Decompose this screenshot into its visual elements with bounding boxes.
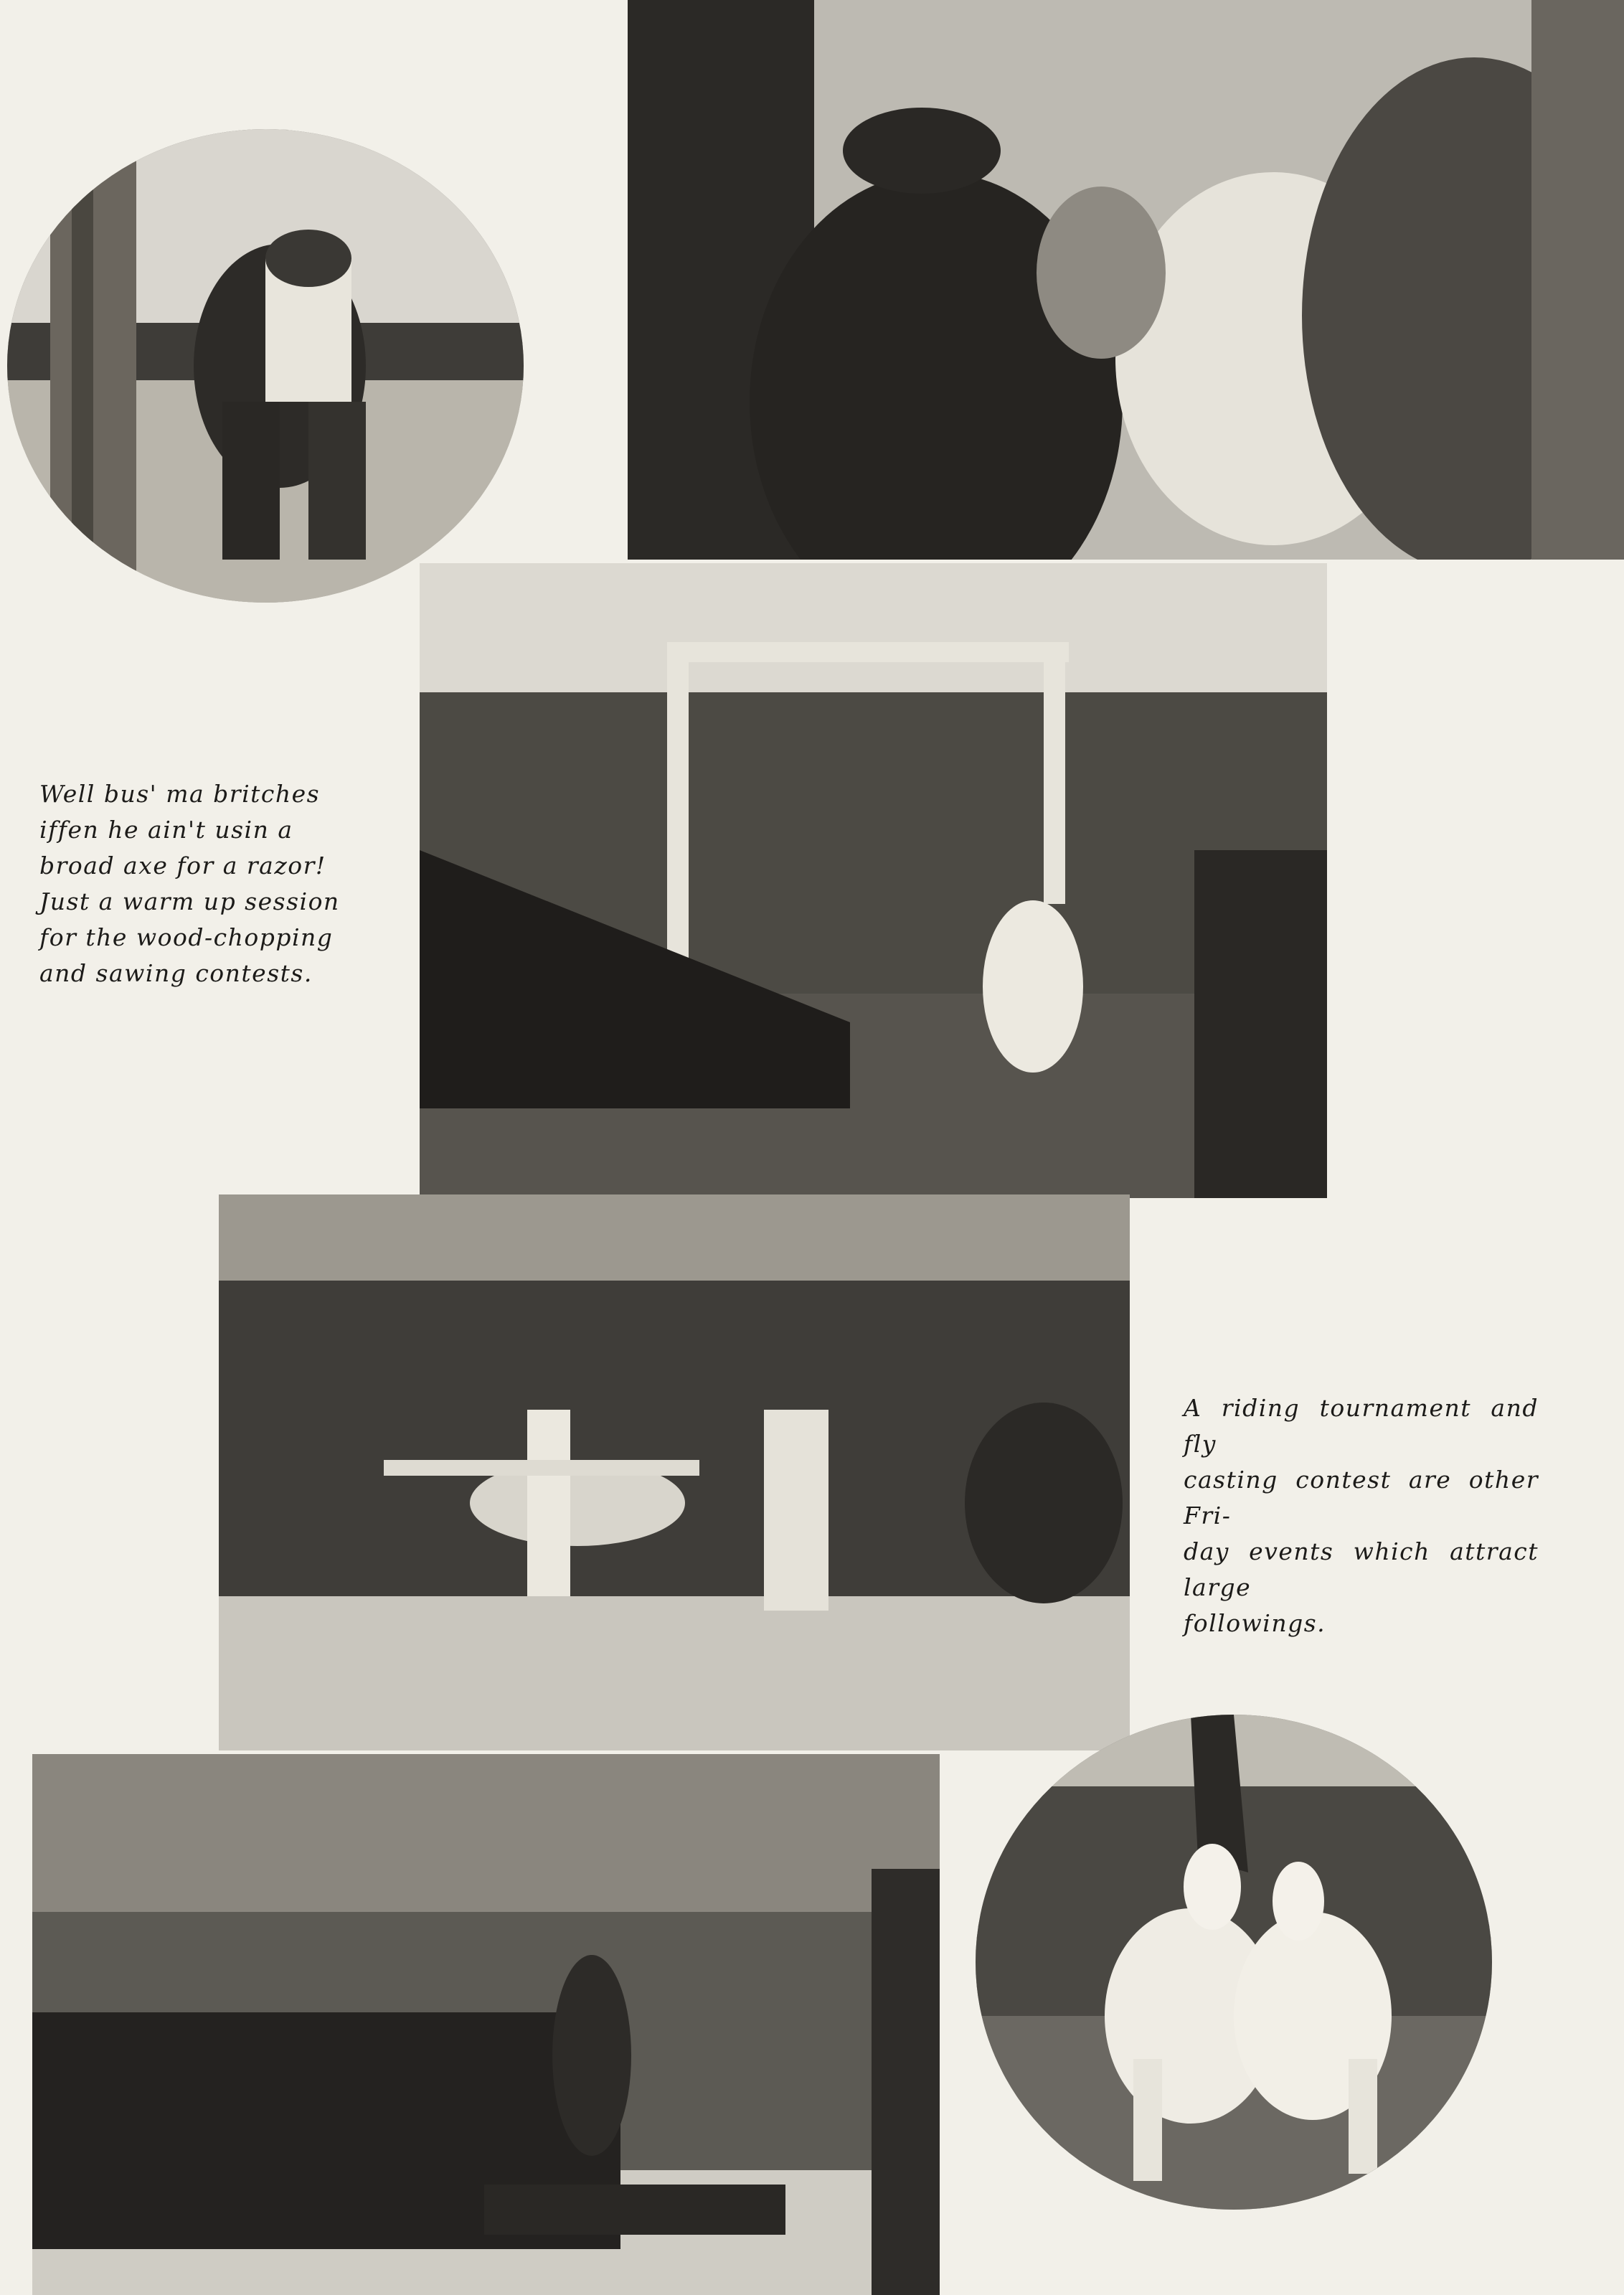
- caption-line: day events which attract large: [1184, 1537, 1539, 1601]
- photo-axe-chopping: [7, 129, 524, 603]
- caption-axe-razor: [39, 776, 366, 991]
- photo-fly-casting-image: [32, 1754, 940, 2295]
- caption-line: casting contest are other Fri-: [1184, 1466, 1539, 1530]
- caption-line: A riding tournament and fly: [1184, 1394, 1539, 1458]
- caption-line: Well bus' ma britches: [39, 780, 321, 808]
- caption-line: broad axe for a razor!: [39, 852, 326, 880]
- photo-fly-casting: [32, 1754, 940, 2295]
- caption-line: and sawing contests.: [39, 959, 313, 987]
- photo-axe-chopping-image: [7, 129, 524, 603]
- photo-horses-flag-image: [976, 1715, 1492, 2210]
- photo-sawing-contest-image: [219, 1194, 1130, 1750]
- caption-line: followings.: [1184, 1609, 1326, 1637]
- photo-axe-shave-image: [628, 0, 1624, 560]
- photo-riding-tournament: [420, 563, 1327, 1198]
- photo-riding-tournament-image: [420, 563, 1327, 1198]
- caption-riding-tournament: [1184, 1390, 1539, 1641]
- photo-sawing-contest: [219, 1194, 1130, 1750]
- caption-line: for the wood-chopping: [39, 923, 334, 951]
- caption-line: Just a warm up session: [39, 887, 340, 915]
- caption-line: iffen he ain't usin a: [39, 816, 293, 844]
- photo-horses-flag: [976, 1715, 1492, 2210]
- photo-axe-shave: [628, 0, 1624, 560]
